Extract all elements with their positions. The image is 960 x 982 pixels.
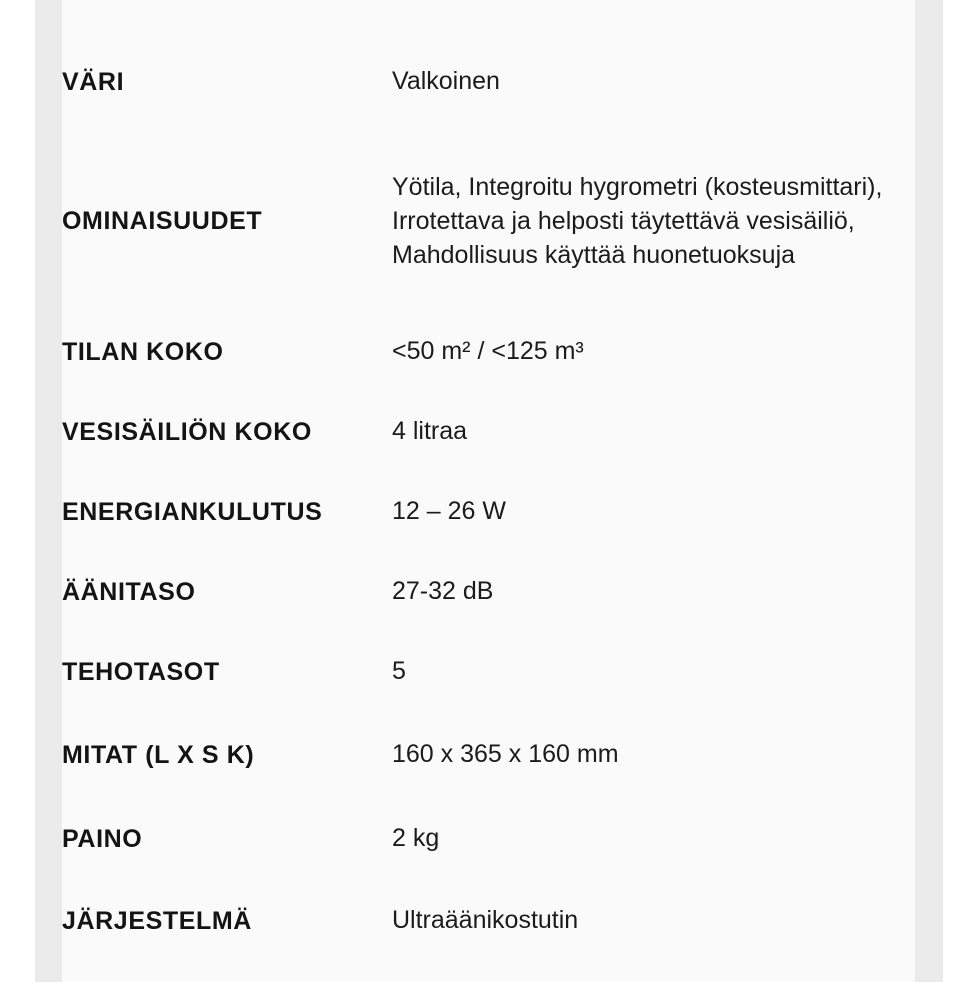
spec-value-dimensions: 160 x 365 x 160 mm: [392, 740, 619, 769]
table-row: [62, 472, 915, 552]
right-gutter-band: [915, 0, 943, 982]
table-row: [62, 34, 915, 130]
specification-table: [62, 34, 915, 962]
table-row: [62, 552, 915, 632]
spec-value-weight: 2 kg: [392, 824, 440, 853]
spec-label-energy: ENERGIANKULUTUS: [62, 498, 323, 526]
spec-label-noise: ÄÄNITASO: [62, 578, 196, 606]
left-gutter-band: [35, 0, 63, 982]
table-row: [62, 798, 915, 880]
features-text: Yötila, Integroitu hygrometri (kosteusmittari), Irrotettava ja helposti täytettävä vesisäiliö, Mahdollisuus käyttää huonetuoksuja: [392, 173, 883, 269]
spec-label-weight: PAINO: [62, 825, 143, 853]
table-row: [62, 632, 915, 712]
spec-label-dimensions: MITAT (L X S K): [62, 741, 255, 769]
spec-value-power-levels: 5: [392, 657, 406, 686]
spec-label-tank-size: VESISÄILIÖN KOKO: [62, 418, 312, 446]
spec-value-noise: 27-32 dB: [392, 577, 494, 606]
specification-card: [62, 0, 915, 982]
spec-label-power-levels: TEHOTASOT: [62, 658, 220, 686]
spec-value-room-size: <50 m² / <125 m³: [392, 337, 584, 366]
spec-value-features: [392, 130, 915, 312]
spec-value-color: Valkoinen: [392, 67, 500, 96]
table-row: [62, 880, 915, 962]
spec-label-features: OMINAISUUDET: [62, 207, 263, 235]
spec-value-energy: 12 – 26 W: [392, 497, 506, 526]
spec-value-system: Ultraäänikostutin: [392, 906, 579, 935]
spec-value-tank-size: 4 litraa: [392, 417, 468, 446]
table-row: [62, 130, 915, 312]
table-row: [62, 712, 915, 798]
spec-label-room-size: TILAN KOKO: [62, 338, 224, 366]
table-row: [62, 392, 915, 472]
table-row: [62, 312, 915, 392]
spec-label-system: JÄRJESTELMÄ: [62, 907, 252, 935]
spec-label-color: VÄRI: [62, 68, 125, 96]
